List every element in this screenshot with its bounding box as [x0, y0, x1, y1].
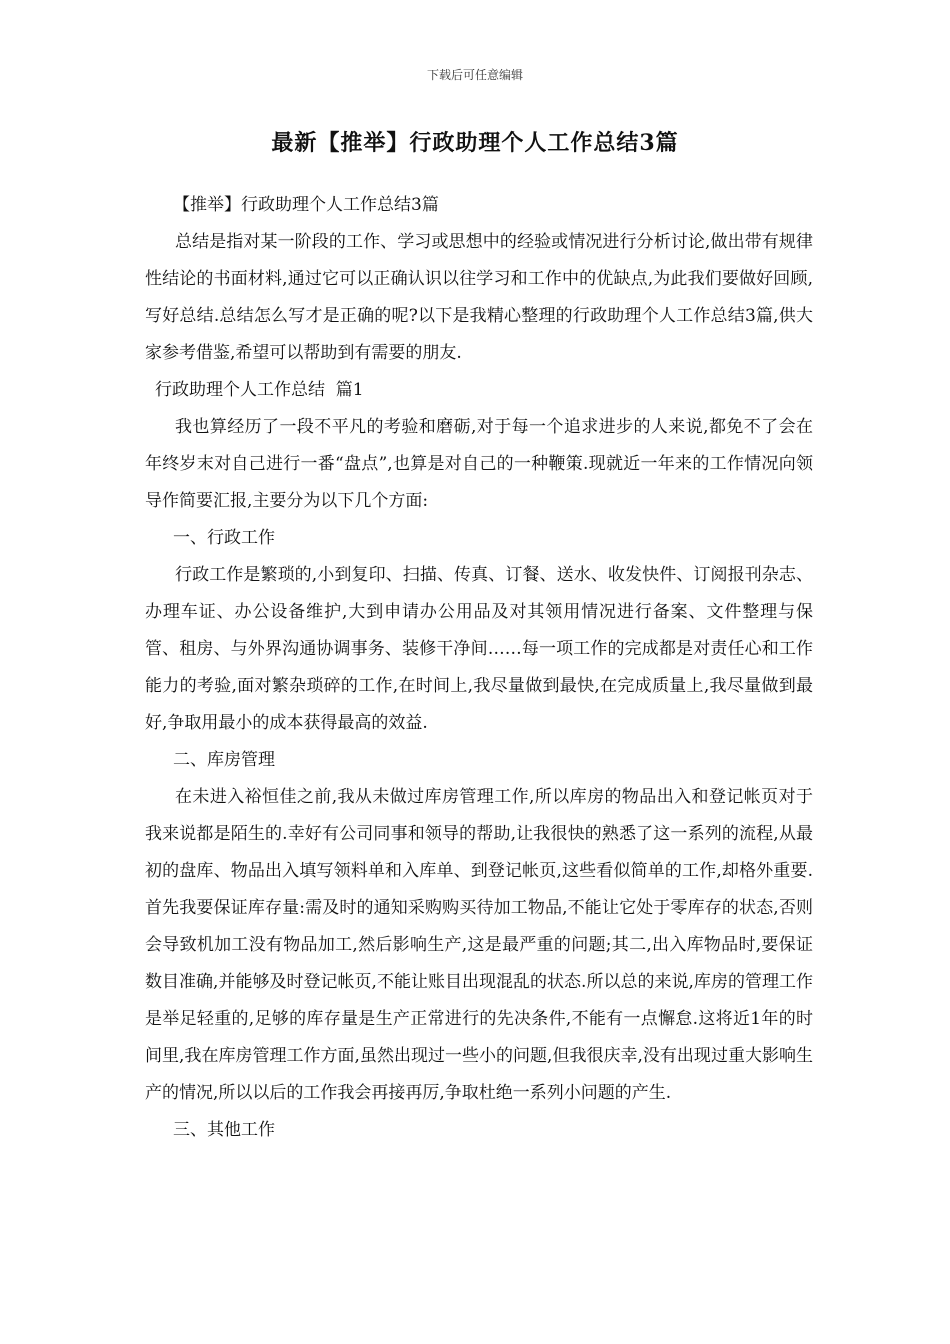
paragraph: 我也算经历了一段不平凡的考验和磨砺,对于每一个追求进步的人来说,都免不了会在年终岁末对自己进行一番“盘点”,也算是对自己的一种鞭策.现就近一年来的工作情况向领导作简要汇报,主要分为以下几个方面:	[145, 417, 813, 511]
section-heading: 一、行政工作	[173, 528, 275, 548]
document-body	[145, 187, 813, 1149]
intro-paragraph: 总结是指对某一阶段的工作、学习或思想中的经验或情况进行分析讨论,做出带有规律性结论的书面材料,通过它可以正确认识以往学习和工作中的优缺点,为此我们要做好回顾,写好总结.总结怎么写才是正确的呢?以下是我精心整理的行政助理个人工作总结3篇,供大家参考借鉴,希望可以帮助到有需要的朋友.	[145, 232, 813, 363]
section-heading: 三、其他工作	[173, 1120, 275, 1140]
page-header: 下载后可任意编辑	[426, 68, 523, 82]
paragraph: 行政工作是繁琐的,小到复印、扫描、传真、订餐、送水、收发快件、订阅报刊杂志、办理车证、办公设备维护,大到申请办公用品及对其领用情况进行备案、文件整理与保管、租房、与外界沟通协调事务、装修干净间……每一项工作的完成都是对责任心和工作能力的考验,面对繁杂琐碎的工作,在时间上,我尽量做到最快,在完成质量上,我尽量做到最好,争取用最小的成本获得最高的效益.	[145, 565, 813, 733]
section-heading: 二、库房管理	[173, 750, 275, 770]
chapter-heading: 行政助理个人工作总结 篇1	[155, 380, 364, 400]
subtitle: 【推举】行政助理个人工作总结3篇	[173, 195, 439, 215]
document-title: 最新【推举】行政助理个人工作总结3篇	[271, 130, 679, 156]
paragraph: 在未进入裕恒佳之前,我从未做过库房管理工作,所以库房的物品出入和登记帐页对于我来说都是陌生的.幸好有公司同事和领导的帮助,让我很快的熟悉了这一系列的流程,从最初的盘库、物品出入填写领料单和入库单、到登记帐页,这些看似简单的工作,却格外重要.首先我要保证库存量:需及时的通知采购购买待加工物品,不能让它处于零库存的状态,否则会导致机加工没有物品加工,然后影响生产,这是最严重的问题;其二,出入库物品时,要保证数目准确,并能够及时登记帐页,不能让账目出现混乱的状态.所以总的来说,库房的管理工作是举足轻重的,足够的库存量是生产正常进行的先决条件,不能有一点懈怠.这将近1年的时间里,我在库房管理工作方面,虽然出现过一些小的问题,但我很庆幸,没有出现过重大影响生产的情况,所以以后的工作我会再接再厉,争取杜绝一系列小问题的产生.	[145, 787, 813, 1103]
